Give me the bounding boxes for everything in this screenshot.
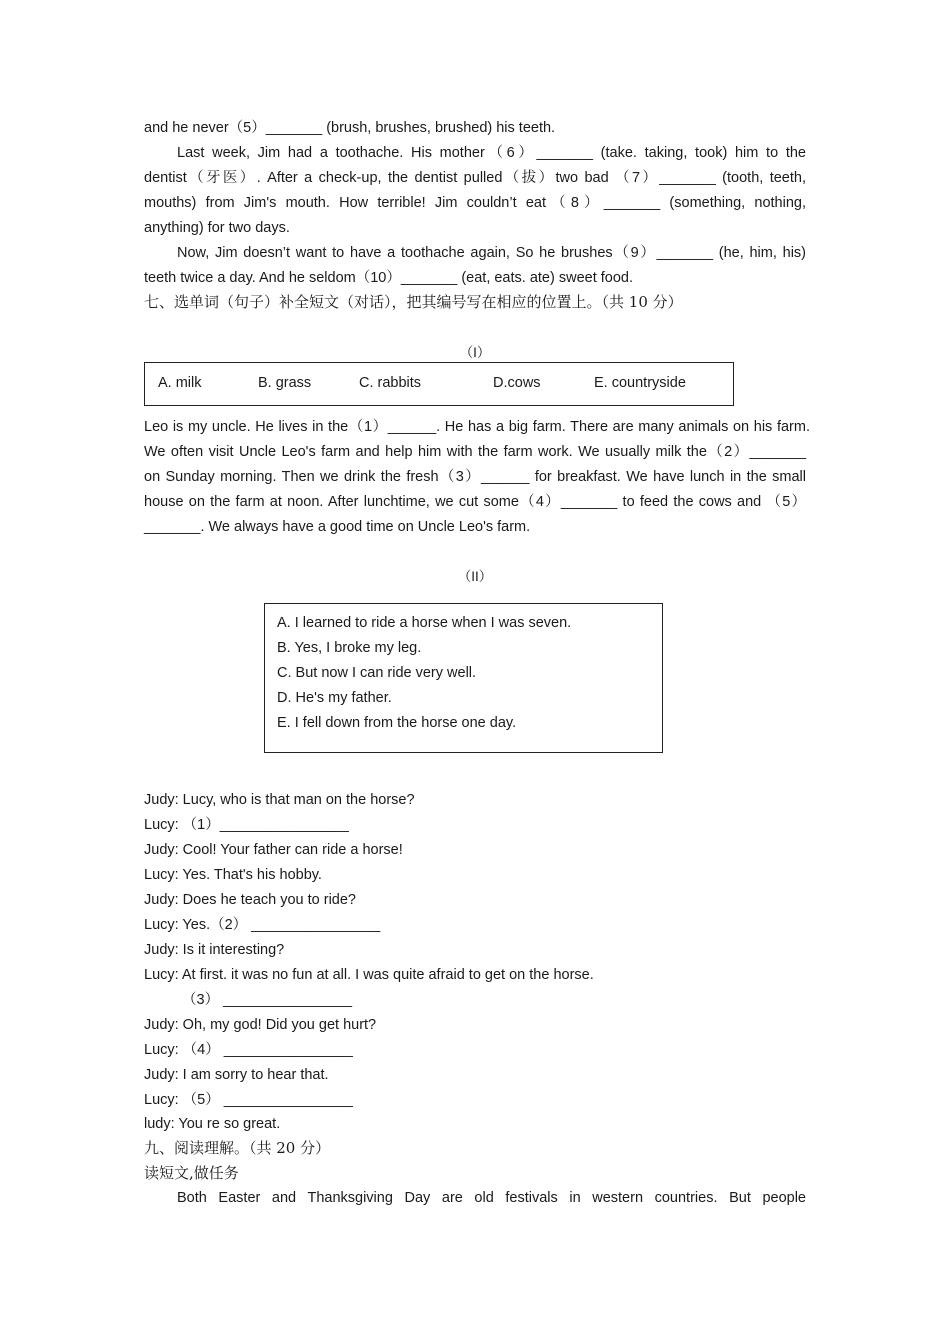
sentence-option: D. He's my father. [277, 690, 392, 706]
passage-line: Both Easter and Thanksgiving Day are old festivals in western countries. But people [177, 1190, 806, 1206]
dialogue-line: Lucy: （5） ________________ [144, 1092, 353, 1108]
dialogue-line: Lucy: At first. it was no fun at all. I was quite afraid to get on the horse. [144, 967, 594, 983]
passage-line: dentist（牙医）. After a check-up, the dentist pulled（拔）two bad （7）_______ (tooth, teeth, [144, 170, 806, 186]
word-option: D.cows [493, 375, 541, 391]
sentence-option: A. I learned to ride a horse when I was seven. [277, 615, 572, 631]
passage-line: and he never（5）_______ (brush, brushes, brushed) his teeth. [144, 120, 556, 136]
dialogue-line: Judy: Oh, my god! Did you get hurt? [144, 1017, 377, 1033]
part-label: （II） [457, 569, 493, 584]
word-option: B. grass [258, 375, 312, 391]
passage-line: teeth twice a day. And he seldom（10）_______ (eat, eats. ate) sweet food. [144, 270, 634, 286]
word-option: A. milk [158, 375, 202, 391]
dialogue-line: Lucy: Yes.（2） ________________ [144, 917, 381, 933]
word-options-box [144, 362, 734, 406]
part-label: （I） [459, 345, 491, 360]
passage-line: Now, Jim doesn’t want to have a toothache again, So he brushes（9）_______ (he, him, his) [177, 245, 806, 261]
sentence-option: B. Yes, I broke my leg. [277, 640, 422, 656]
passage-line: mouths) from Jim's mouth. How terrible! Jim couldn’t eat（8）_______ (something, nothing, [144, 195, 806, 211]
dialogue-line: Judy: Cool! Your father can ride a horse! [144, 842, 403, 858]
section-heading: 七、选单词（句子）补全短文（对话），把其编号写在相应的位置上。（共 10 分） [144, 293, 683, 311]
dialogue-line: Lucy: （1）________________ [144, 817, 349, 833]
passage-line: anything) for two days. [144, 220, 290, 236]
dialogue-line: Judy: Is it interesting? [144, 942, 285, 958]
word-option: C. rabbits [359, 375, 422, 391]
dialogue-line: （3） ________________ [182, 992, 353, 1008]
passage-line: Last week, Jim had a toothache. His mother（6）_______ (take. taking, took) him to the [177, 145, 806, 161]
sentence-options-box [264, 603, 663, 753]
dialogue-line: Judy: I am sorry to hear that. [144, 1067, 329, 1083]
dialogue-line: ludy: You re so great. [144, 1116, 281, 1132]
passage-line: _______. We always have a good time on Uncle Leo's farm. [144, 519, 531, 535]
word-option: E. countryside [594, 375, 686, 391]
passage-line: on Sunday morning. Then we drink the fresh（3）______ for breakfast. We have lunch in the small [144, 469, 806, 485]
dialogue-line: Judy: Does he teach you to ride? [144, 892, 356, 908]
dialogue-line: Lucy: （4） ________________ [144, 1042, 353, 1058]
passage-line: We often visit Uncle Leo's farm and help him with the farm work. We usually milk the（2）_______ [144, 444, 806, 460]
passage-line: Leo is my uncle. He lives in the（1）______. He has a big farm. There are many animals on his farm. [144, 419, 810, 435]
dialogue-line: Judy: Lucy, who is that man on the horse? [144, 792, 415, 808]
dialogue-line: Lucy: Yes. That's his hobby. [144, 867, 322, 883]
passage-line: house on the farm at noon. After lunchtime, we cut some（4）_______ to feed the cows and （5） [144, 494, 806, 510]
section-instruction: 读短文,做任务 [144, 1164, 239, 1182]
section-heading: 九、阅读理解。（共 20 分） [144, 1139, 331, 1157]
sentence-option: C. But now I can ride very well. [277, 665, 477, 681]
sentence-option: E. I fell down from the horse one day. [277, 715, 517, 731]
